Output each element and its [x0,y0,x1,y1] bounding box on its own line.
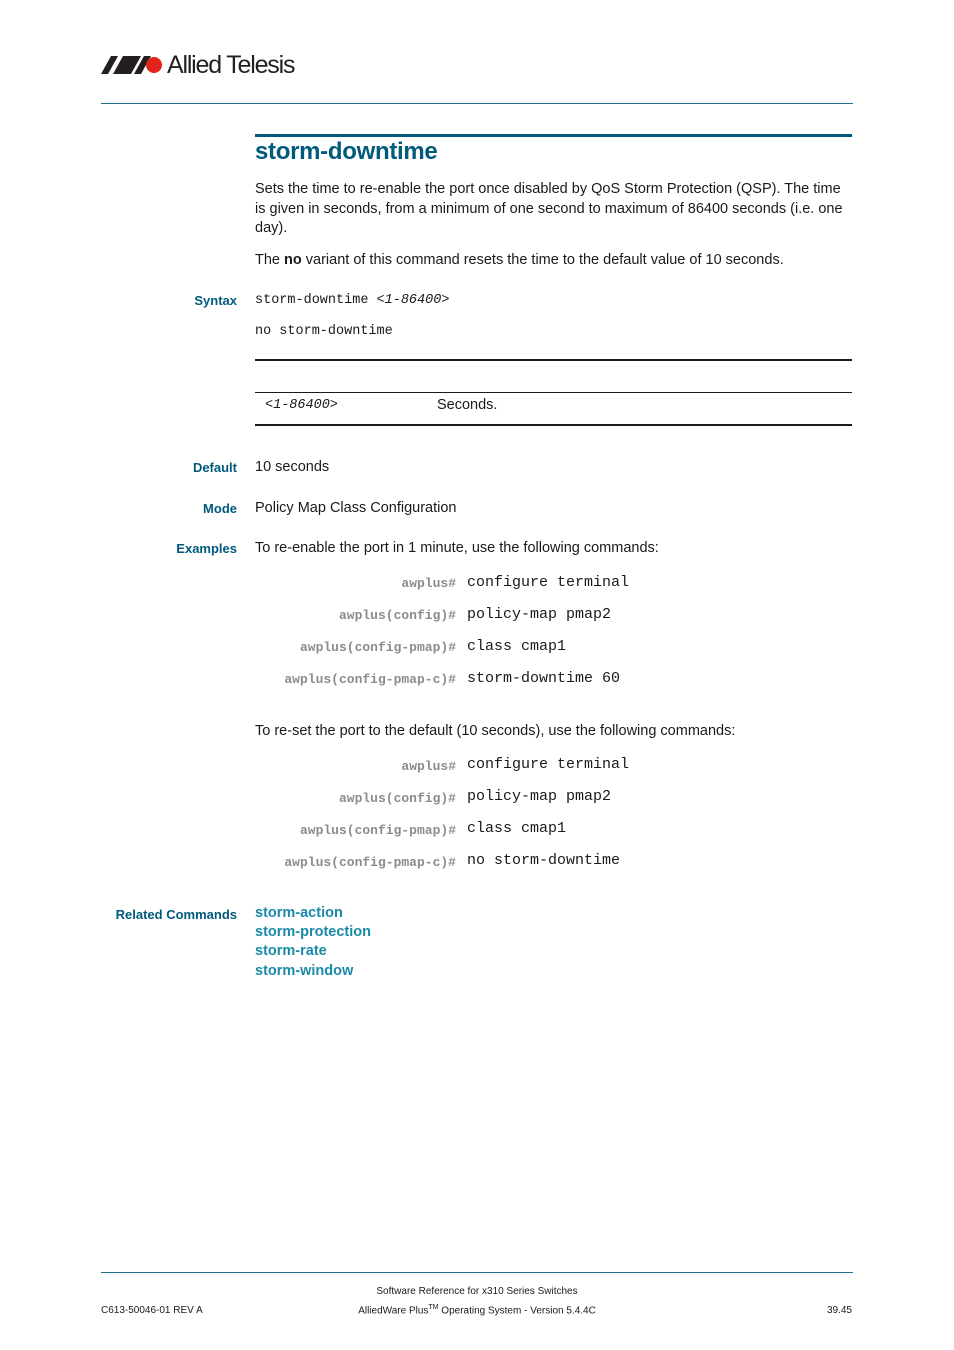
command-prompt: awplus(config)# [338,608,456,623]
syntax-parameter: <1-86400> [376,293,450,308]
related-link-storm-action[interactable]: storm-action [255,905,343,921]
command-prompt: awplus(config)# [338,791,456,806]
related-link-storm-rate[interactable]: storm-rate [255,943,327,959]
table-parameter-cell [265,398,338,413]
command-prompt: awplus(config-pmap)# [299,823,456,838]
no-keyword: no [284,252,302,268]
related-link-storm-protection[interactable]: storm-protection [255,924,371,940]
mode-label: Mode [203,501,237,516]
syntax-line-1 [255,293,449,308]
footer-document-id: C613-50046-01 REV A [101,1305,203,1316]
table-parameter-text: <1-86400> [265,398,338,413]
footer-version: Operating System - Version 5.4.4C [438,1305,596,1317]
command-prompt: awplus(config-pmap-c)# [284,672,456,687]
trademark-mark: TM [428,1304,439,1311]
table-bottom-rule [255,424,852,426]
command-text: class cmap1 [467,820,567,837]
description-paragraph: Sets the time to re-enable the port once disabled by QoS Storm Protection (QSP). The time is given in seconds, from a minimum of one second to maximum of 86400 seconds (i.e. one day). [255,181,843,236]
command-prompt: awplus# [401,576,456,591]
command-text: policy-map pmap2 [467,788,612,805]
logo-text: Allied Telesis [167,51,295,79]
table-top-rule [255,359,852,361]
allied-telesis-logo [101,50,294,80]
table-description-cell: Seconds. [437,397,498,413]
command-text: policy-map pmap2 [467,606,612,623]
table-header-rule [255,392,852,393]
no-variant-post: variant of this command resets the time to the default value of 10 seconds. [301,252,784,268]
command-text: storm-downtime 60 [467,670,621,687]
footer-divider [101,1272,853,1273]
command-text: configure terminal [467,756,630,773]
footer-product: AlliedWare Plus [358,1305,429,1317]
related-commands-label: Related Commands [115,907,237,922]
related-link-storm-window[interactable]: storm-window [255,963,354,979]
title-rule [255,134,852,137]
command-prompt: awplus(config-pmap-c)# [284,855,456,870]
syntax-label: Syntax [194,293,237,308]
allied-telesis-logo-icon [101,54,163,76]
page-title: storm-downtime [255,138,438,165]
examples-intro-1: To re-enable the port in 1 minute, use the following commands: [255,540,659,556]
syntax-line-2: no storm-downtime [255,324,393,339]
command-text: no storm-downtime [467,852,621,869]
syntax-command: storm-downtime [255,293,377,308]
command-prompt: awplus# [401,759,456,774]
mode-value: Policy Map Class Configuration [255,500,457,516]
no-variant-pre: The [255,252,285,268]
command-text: configure terminal [467,574,630,591]
examples-intro-2: To re-set the port to the default (10 seconds), use the following commands: [255,723,736,739]
header-divider [101,103,853,104]
command-text: class cmap1 [467,638,567,655]
no-variant-paragraph [255,251,852,271]
default-label: Default [192,460,237,475]
default-value: 10 seconds [255,459,330,475]
examples-label: Examples [176,541,237,556]
command-prompt: awplus(config-pmap)# [299,640,456,655]
page-number: 39.45 [826,1305,852,1316]
footer-title: Software Reference for x310 Series Switches [376,1286,578,1297]
